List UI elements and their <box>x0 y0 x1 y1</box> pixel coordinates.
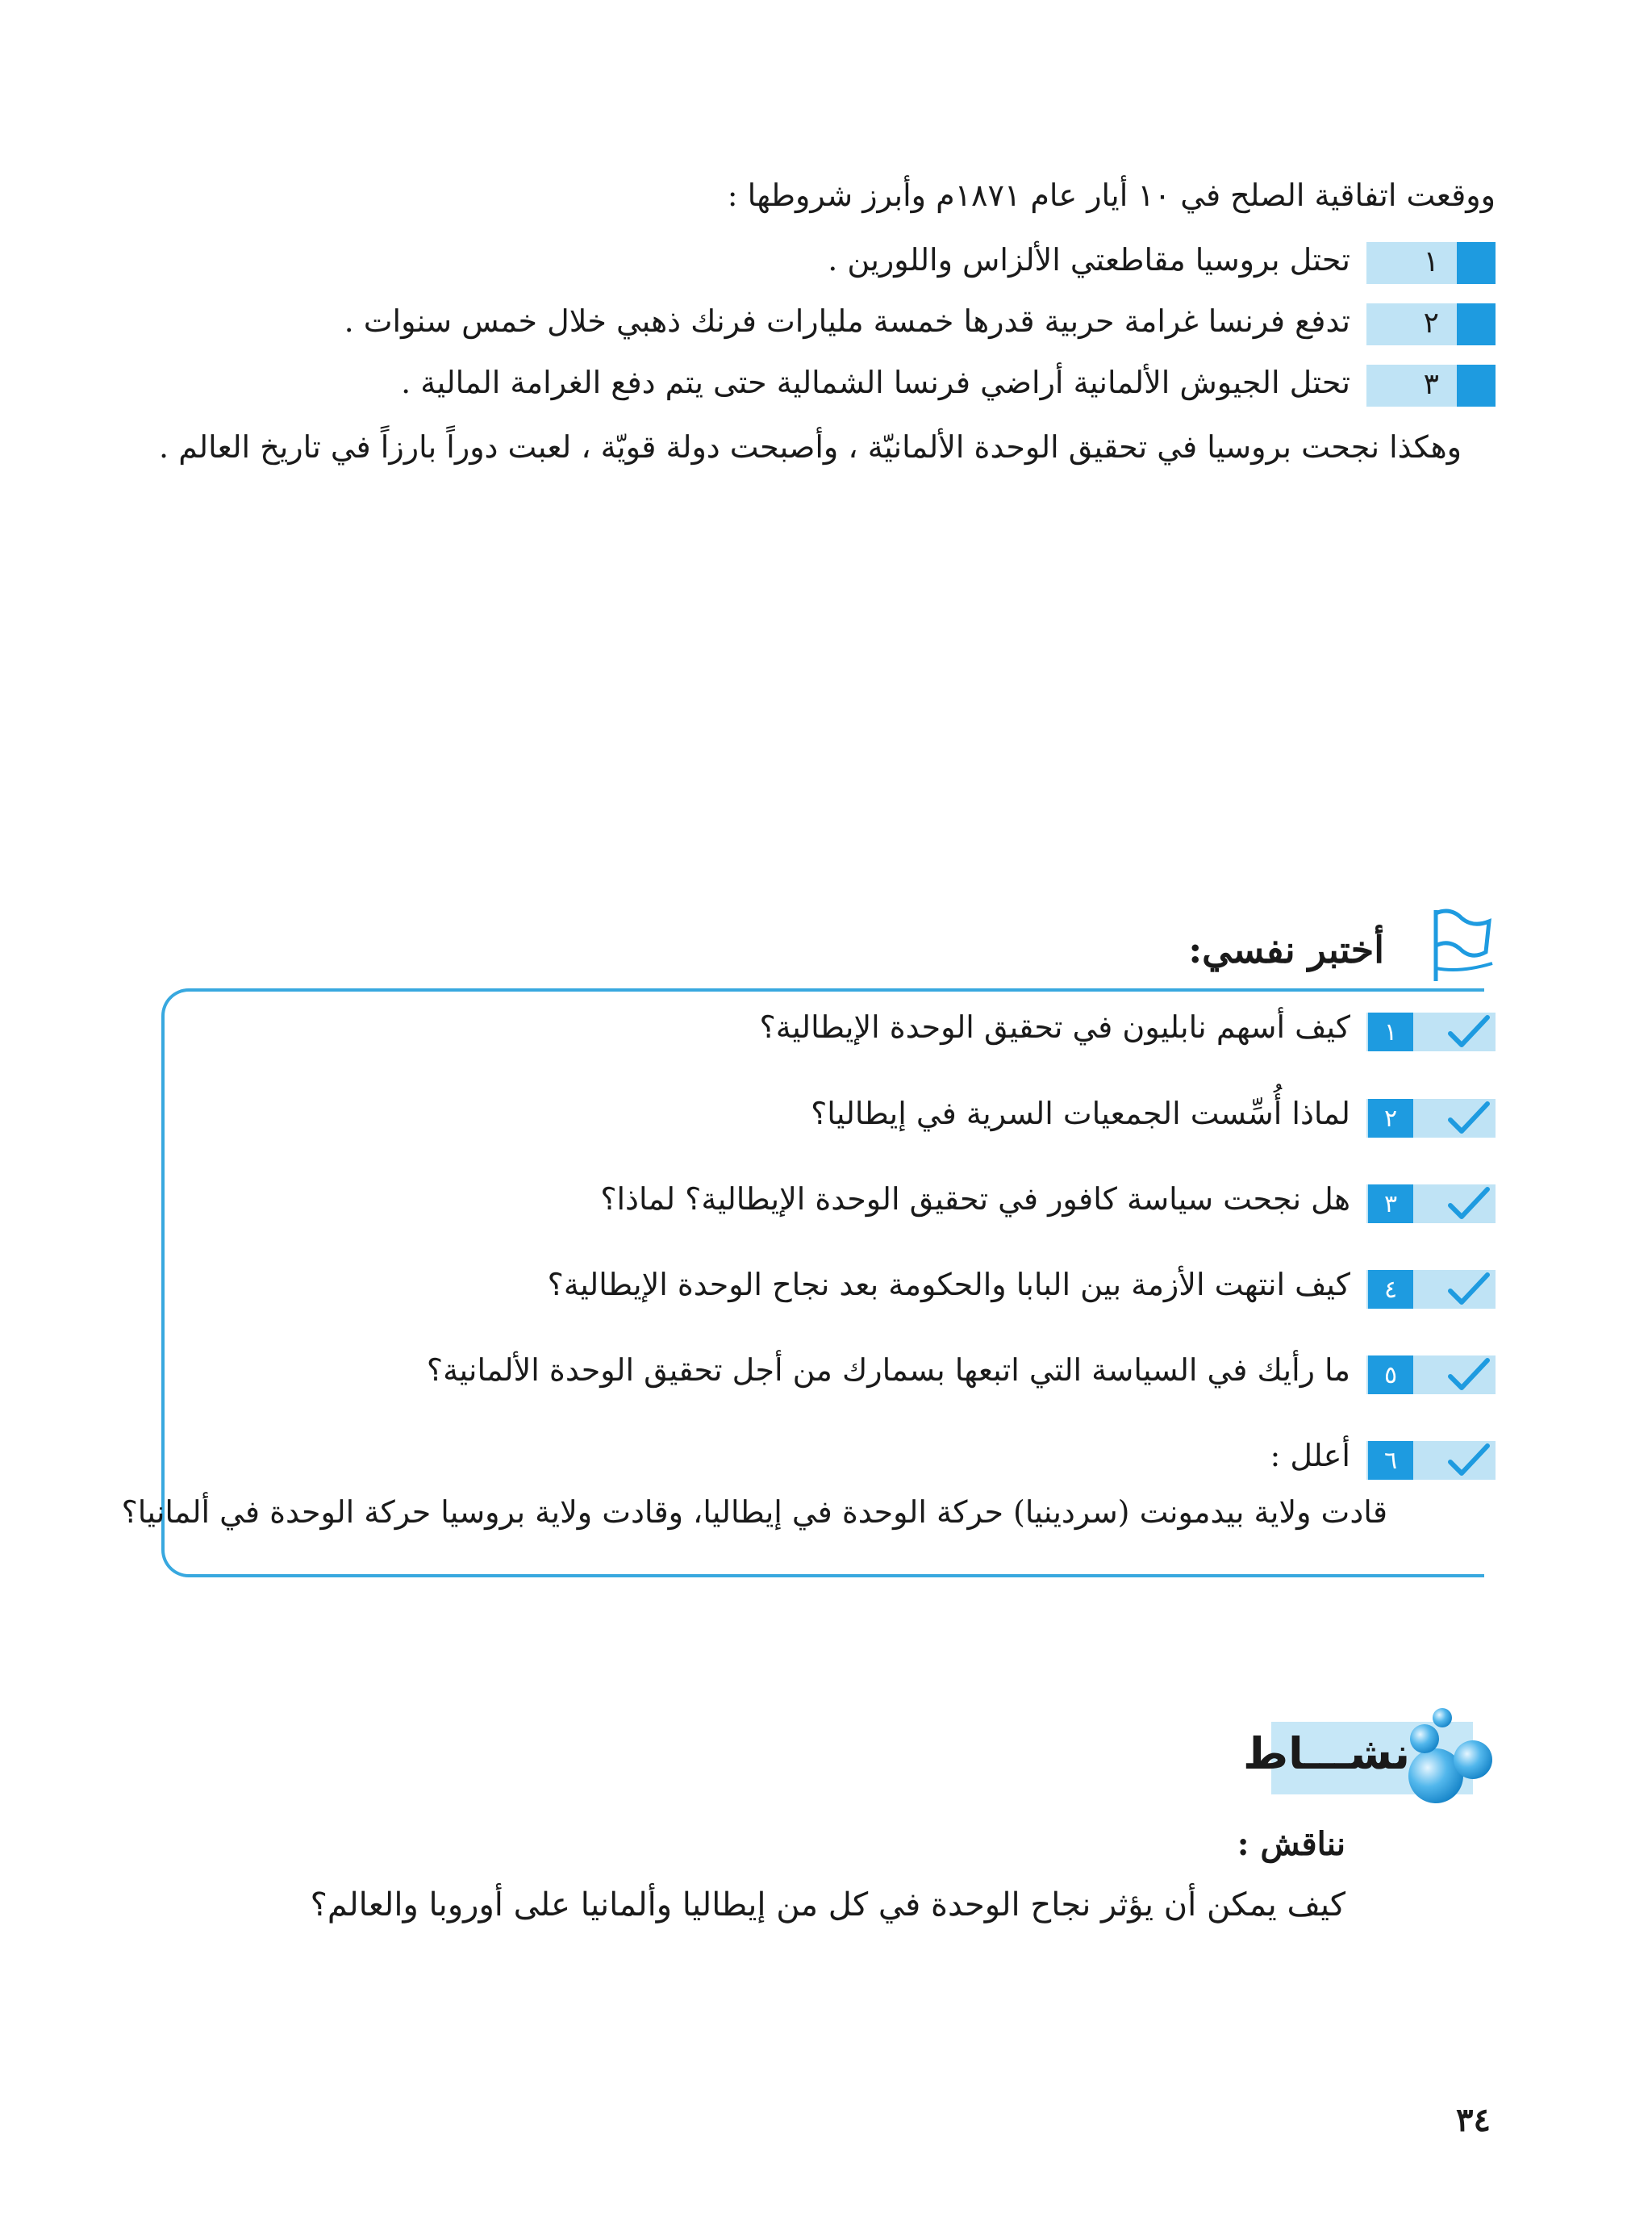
peace-intro: ووقعت اتفاقية الصلح في ١٠ أيار عام ١٨٧١م وأبرز شروطها : <box>727 178 1496 213</box>
question-item-2 <box>205 1096 1496 1138</box>
checkmark-icon <box>1446 1101 1491 1138</box>
term-number: ٢ <box>1423 307 1439 340</box>
question-item-6 <box>205 1438 1496 1480</box>
term-text: تحتل الجيوش الألمانية أراضي فرنسا الشمالية حتى يتم دفع الغرامة المالية . <box>401 365 1350 400</box>
checkmark-icon <box>1446 1443 1491 1480</box>
page-number: ٣٤ <box>1456 2101 1491 2139</box>
question-text: ما رأيك في السياسة التي اتبعها بسمارك من أجل تحقيق الوحدة الألمانية؟ <box>426 1352 1350 1388</box>
question-text: كيف انتهت الأزمة بين البابا والحكومة بعد نجاح الوحدة الإيطالية؟ <box>547 1267 1350 1302</box>
term-item-3 <box>205 365 1496 407</box>
peace-conclusion: وهكذا نجحت بروسيا في تحقيق الوحدة الألمانيّة ، وأصبحت دولة قويّة ، لعبت دوراً بارزاً في تاريخ العالم . <box>159 429 1462 465</box>
question-item-4 <box>205 1267 1496 1309</box>
discussion-question: كيف يمكن أن يؤثر نجاح الوحدة في كل من إيطاليا وألمانيا على أوروبا والعالم؟ <box>310 1886 1345 1924</box>
self-test-title: أختبر نفسي: <box>1188 928 1384 971</box>
term-item-1 <box>205 242 1496 284</box>
term-text: تحتل بروسيا مقاطعتي الألزاس واللورين . <box>828 242 1350 278</box>
question-item-1 <box>205 1009 1496 1051</box>
bubbles-icon <box>1375 1706 1496 1811</box>
question-6-detail: قادت ولاية بيدمونت (سردينيا) حركة الوحدة في إيطاليا، وقادت ولاية بروسيا حركة الوحدة في ألمانيا؟ <box>121 1494 1387 1530</box>
question-number: ٤ <box>1368 1270 1413 1309</box>
question-number: ١ <box>1368 1013 1413 1051</box>
term-marker <box>1457 242 1496 284</box>
question-number: ٣ <box>1368 1184 1413 1223</box>
question-number: ٥ <box>1368 1355 1413 1394</box>
checkmark-icon <box>1446 1272 1491 1309</box>
checkmark-icon <box>1446 1014 1491 1051</box>
checkmark-icon <box>1446 1357 1491 1394</box>
checkmark-icon <box>1446 1186 1491 1223</box>
question-text: كيف أسهم نابليون في تحقيق الوحدة الإيطالية؟ <box>759 1009 1350 1045</box>
term-item-2 <box>205 303 1496 345</box>
question-number: ٦ <box>1368 1441 1413 1480</box>
discussion-label: نناقش : <box>1237 1825 1345 1863</box>
question-text: هل نجحت سياسة كافور في تحقيق الوحدة الإيطالية؟ لماذا؟ <box>600 1181 1350 1217</box>
question-item-5 <box>205 1352 1496 1394</box>
question-text: أعلل : <box>1270 1438 1350 1473</box>
term-marker <box>1457 365 1496 407</box>
term-number: ٣ <box>1423 368 1439 401</box>
term-marker <box>1457 303 1496 345</box>
question-number: ٢ <box>1368 1099 1413 1138</box>
activity-title: نشـــاط <box>1243 1728 1410 1779</box>
term-text: تدفع فرنسا غرامة حربية قدرها خمسة مليارات فرنك ذهبي خلال خمس سنوات . <box>344 303 1350 339</box>
flag-icon <box>1412 904 1496 984</box>
question-item-3 <box>205 1181 1496 1223</box>
term-number: ١ <box>1423 245 1439 278</box>
question-text: لماذا أُسِّست الجمعيات السرية في إيطاليا؟ <box>811 1096 1350 1131</box>
